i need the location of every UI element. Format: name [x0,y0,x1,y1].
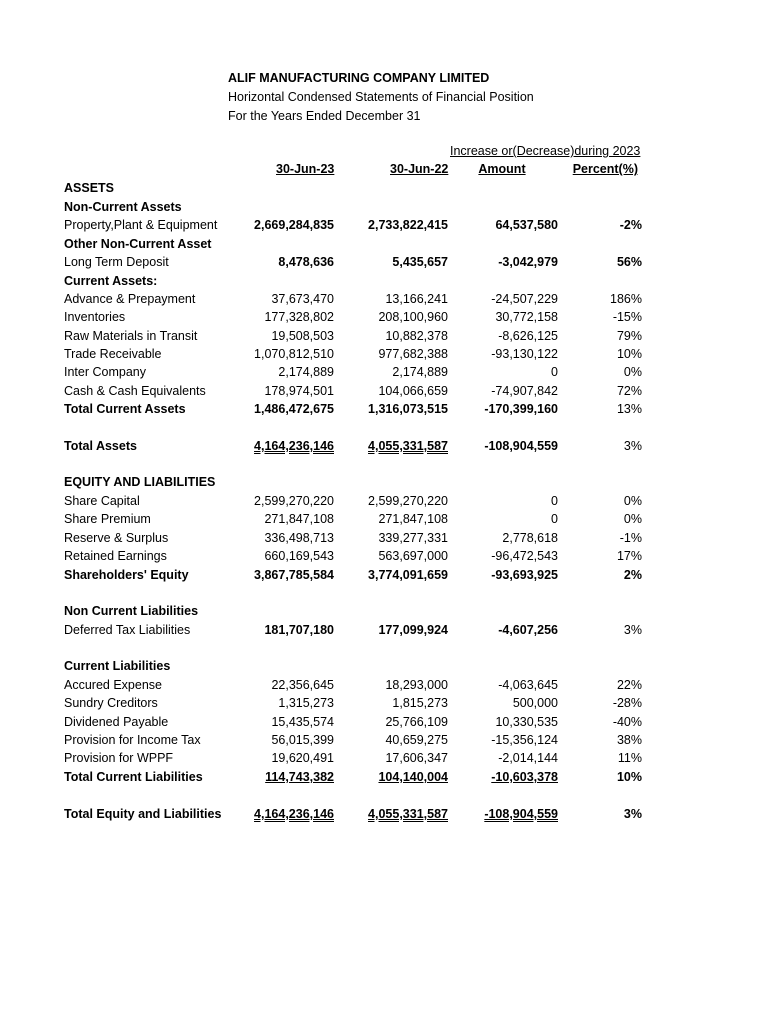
table-row [0,731,768,749]
row-label: Trade Receivable [64,347,162,361]
row-label: Cash & Cash Equivalents [64,384,206,398]
value-change-amount: 500,000 [512,696,558,710]
row-label: Retained Earnings [64,549,167,563]
section-header-non-current-assets [0,198,768,216]
value-2022: 3,774,091,659 [368,568,448,582]
total-row-current-liabilities [0,768,768,786]
row-label: Deferred Tax Liabilities [64,623,191,637]
value-change-amount: -108,904,559 [484,807,558,821]
row-label: Provision for WPPF [64,751,174,765]
value-2022: 2,174,889 [392,365,448,379]
total-row-assets [0,437,768,455]
value-change-percent: 22% [616,678,642,692]
col-header-percent: Percent(%) [572,162,638,176]
value-2022: 563,697,000 [378,549,448,563]
row-label: Share Capital [64,494,140,508]
row-label: Long Term Deposit [64,255,169,269]
value-2023: 2,599,270,220 [254,494,334,508]
row-label: Other Non-Current Asset [64,237,212,251]
table-row [0,529,768,547]
value-2023: 19,508,503 [271,329,334,343]
row-label: Current Liabilities [64,659,171,673]
row-label: Raw Materials in Transit [64,329,198,343]
value-2023: 15,435,574 [271,715,334,729]
value-change-amount: -4,063,645 [498,678,558,692]
value-2023: 1,315,273 [278,696,334,710]
value-change-amount: -10,603,378 [491,770,558,784]
table-row [0,749,768,767]
value-change-amount: 2,778,618 [502,531,558,545]
row-label: Total Current Liabilities [64,770,203,784]
table-row [0,382,768,400]
row-label: Property,Plant & Equipment [64,218,218,232]
value-change-percent: 0% [623,512,642,526]
value-2023: 1,486,472,675 [254,402,334,416]
value-change-amount: -93,693,925 [491,568,558,582]
statement-title: Horizontal Condensed Statements of Financial Position [228,90,534,104]
value-2022: 17,606,347 [385,751,448,765]
section-header-assets [0,179,768,197]
row-label: Total Current Assets [64,402,186,416]
value-2023: 2,669,284,835 [254,218,334,232]
value-2022: 40,659,275 [385,733,448,747]
row-label: Advance & Prepayment [64,292,196,306]
change-group-header: Increase or(Decrease)during 2023 [450,144,641,158]
value-2022: 2,733,822,415 [368,218,448,232]
value-change-amount: -2,014,144 [498,751,558,765]
value-2023: 271,847,108 [264,512,334,526]
value-2022: 104,140,004 [378,770,448,784]
value-2023: 22,356,645 [271,678,334,692]
value-2022: 977,682,388 [378,347,448,361]
value-2023: 336,498,713 [264,531,334,545]
value-2022: 208,100,960 [378,310,448,324]
row-label: ASSETS [64,181,115,195]
value-2022: 13,166,241 [385,292,448,306]
value-change-percent: 11% [617,751,642,765]
value-change-percent: -2% [619,218,642,232]
row-label: Share Premium [64,512,151,526]
value-change-amount: -170,399,160 [484,402,558,416]
table-row [0,345,768,363]
value-2023: 37,673,470 [271,292,334,306]
value-2022: 177,099,924 [378,623,448,637]
value-2023: 177,328,802 [264,310,334,324]
table-row [0,327,768,345]
value-change-amount: -15,356,124 [491,733,558,747]
table-row [0,676,768,694]
row-label: Inter Company [64,365,146,379]
value-2023: 181,707,180 [264,623,334,637]
value-change-amount: 10,330,535 [495,715,558,729]
col-header-2023: 30-Jun-23 [276,162,335,176]
table-row [0,621,768,639]
value-2023: 4,164,236,146 [254,439,334,453]
value-2023: 114,743,382 [265,770,334,784]
value-change-percent: 2% [623,568,642,582]
value-change-percent: 17% [616,549,642,563]
value-2023: 178,974,501 [264,384,334,398]
value-2022: 1,316,073,515 [368,402,448,416]
value-change-percent: -40% [612,715,642,729]
value-change-amount: -8,626,125 [498,329,558,343]
value-change-amount: 0 [551,494,558,508]
value-change-amount: -3,042,979 [498,255,558,269]
row-label: Current Assets: [64,274,158,288]
value-change-amount: 30,772,158 [495,310,558,324]
col-header-2022: 30-Jun-22 [390,162,449,176]
section-header-equity-liabilities [0,473,768,491]
section-header-other-non-current [0,235,768,253]
table-row [0,363,768,381]
value-2022: 2,599,270,220 [368,494,448,508]
value-2023: 4,164,236,146 [254,807,334,821]
value-2023: 660,169,543 [264,549,334,563]
value-change-percent: 10% [616,770,642,784]
table-row [0,290,768,308]
table-row [0,253,768,271]
table-row [0,713,768,731]
total-row-current-assets [0,400,768,418]
value-2023: 56,015,399 [271,733,334,747]
value-2022: 339,277,331 [378,531,448,545]
value-change-percent: 38% [616,733,642,747]
value-change-percent: 0% [623,365,642,379]
value-2022: 4,055,331,587 [368,807,448,821]
value-change-amount: -96,472,543 [491,549,558,563]
value-2022: 10,882,378 [385,329,448,343]
value-change-percent: 72% [616,384,642,398]
value-change-percent: 0% [623,494,642,508]
row-label: Non Current Liabilities [64,604,199,618]
value-change-amount: -108,904,559 [484,439,558,453]
row-label: Reserve & Surplus [64,531,169,545]
table-row [0,694,768,712]
row-label: Non-Current Assets [64,200,182,214]
value-change-percent: 3% [623,439,642,453]
value-change-amount: -93,130,122 [491,347,558,361]
value-change-percent: -1% [619,531,642,545]
value-change-percent: 10% [616,347,642,361]
col-header-amount: Amount [478,162,526,176]
section-header-current-assets [0,272,768,290]
value-change-percent: 13% [616,402,642,416]
value-2023: 2,174,889 [278,365,334,379]
value-change-percent: 3% [623,807,642,821]
table-row [0,547,768,565]
row-label: Inventories [64,310,126,324]
value-change-amount: 0 [551,365,558,379]
value-2022: 104,066,659 [378,384,448,398]
table-row [0,510,768,528]
value-2022: 18,293,000 [385,678,448,692]
total-row-shareholders-equity [0,566,768,584]
value-change-amount: -74,907,842 [491,384,558,398]
row-label: Shareholders' Equity [64,568,189,582]
section-header-current-liabilities [0,657,768,675]
value-2022: 271,847,108 [378,512,448,526]
statement-period: For the Years Ended December 31 [228,109,421,123]
value-2022: 25,766,109 [385,715,448,729]
row-label: Provision for Income Tax [64,733,201,747]
value-2022: 4,055,331,587 [368,439,448,453]
value-change-amount: 0 [551,512,558,526]
row-label: Accured Expense [64,678,162,692]
value-2022: 5,435,657 [392,255,448,269]
value-change-percent: 3% [623,623,642,637]
value-change-amount: -4,607,256 [498,623,558,637]
value-2023: 8,478,636 [278,255,334,269]
value-change-percent: 186% [610,292,642,306]
row-label: Total Assets [64,439,137,453]
row-label: Dividened Payable [64,715,169,729]
row-label: Total Equity and Liabilities [64,807,222,821]
table-row [0,492,768,510]
value-change-percent: 56% [616,255,642,269]
value-change-amount: 64,537,580 [495,218,558,232]
value-change-amount: -24,507,229 [491,292,558,306]
value-change-percent: 79% [616,329,642,343]
value-2023: 19,620,491 [271,751,334,765]
value-change-percent: -15% [612,310,642,324]
table-row [0,308,768,326]
value-2023: 3,867,785,584 [254,568,334,582]
table-row [0,216,768,234]
row-label: EQUITY AND LIABILITIES [64,475,216,489]
row-label: Sundry Creditors [64,696,158,710]
value-2022: 1,815,273 [392,696,448,710]
section-header-non-current-liabilities [0,602,768,620]
value-change-percent: -28% [612,696,642,710]
total-row-equity-liabilities [0,805,768,823]
company-name: ALIF MANUFACTURING COMPANY LIMITED [228,71,490,85]
value-2023: 1,070,812,510 [254,347,334,361]
